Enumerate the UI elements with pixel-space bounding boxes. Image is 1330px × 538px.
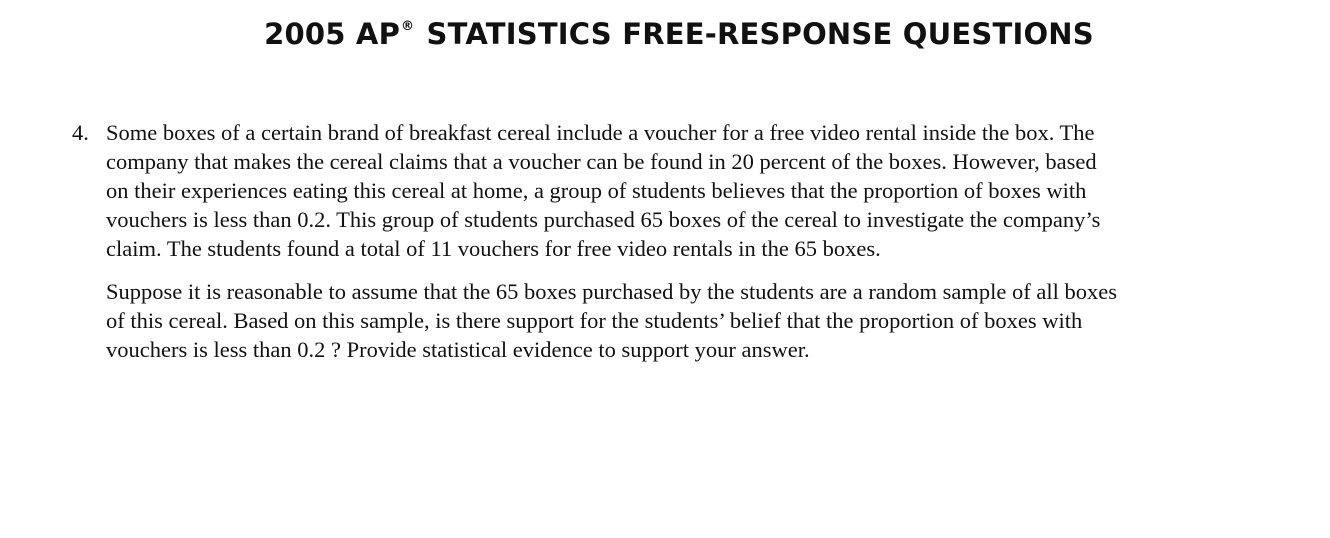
question-paragraph-1 xyxy=(106,118,1282,263)
paragraph-1-line: vouchers is less than 0.2. This group of students purchased 65 boxes of the cereal to investigate the company’s xyxy=(106,207,1101,232)
registered-trademark-mark: ® xyxy=(401,19,415,35)
paragraph-2-line: Suppose it is reasonable to assume that the 65 boxes purchased by the students are a random sample of all boxes xyxy=(106,279,1118,304)
question-paragraph-2 xyxy=(106,277,1282,364)
paragraph-2-line: vouchers is less than 0.2 ? Provide statistical evidence to support your answer. xyxy=(106,337,810,362)
question-number: 4. xyxy=(72,120,89,145)
paragraph-1-line: claim. The students found a total of 11 vouchers for free video rentals in the 65 boxes. xyxy=(106,236,881,261)
paragraph-1-line: company that makes the cereal claims that a voucher can be found in 20 percent of the boxes. However, based xyxy=(106,149,1097,174)
header-title-suffix: STATISTICS FREE-RESPONSE QUESTIONS xyxy=(416,17,1094,51)
paragraph-2-line: of this cereal. Based on this sample, is there support for the students’ belief that the proportion of boxes with xyxy=(106,308,1083,333)
page-header xyxy=(0,17,1330,51)
paragraph-1-line: on their experiences eating this cereal at home, a group of students believes that the proportion of boxes with xyxy=(106,178,1087,203)
question-body xyxy=(106,118,1282,364)
paragraph-1-line: Some boxes of a certain brand of breakfast cereal include a voucher for a free video rental inside the box. The xyxy=(106,120,1095,145)
header-title-prefix: 2005 AP xyxy=(264,17,401,51)
question-4 xyxy=(72,118,1282,378)
